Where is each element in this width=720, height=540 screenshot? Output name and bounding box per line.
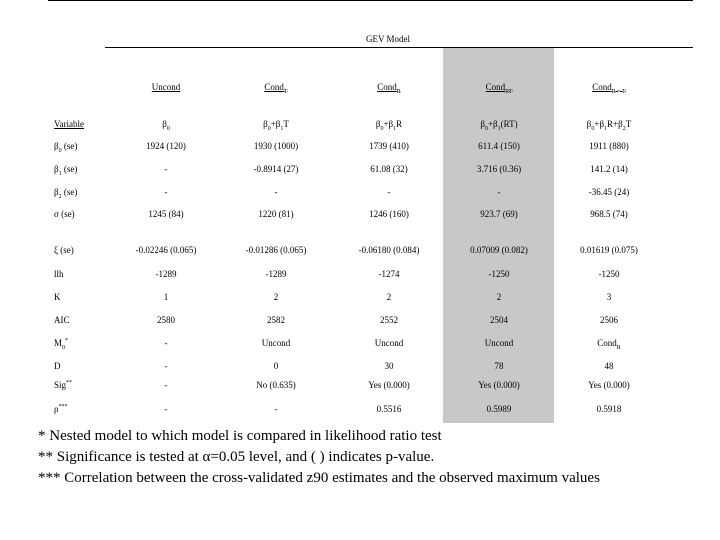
table-cell: - bbox=[164, 164, 168, 174]
table-cell: -36.45 (24) bbox=[588, 187, 630, 197]
row-label-text: ρ bbox=[54, 404, 59, 414]
table-cell: 0.5918 bbox=[596, 404, 622, 414]
table-cell: 2552 bbox=[380, 315, 398, 325]
model-formula bbox=[480, 119, 517, 130]
table-cell: 3.716 (0.36) bbox=[476, 164, 522, 174]
table-cell: Yes (0.000) bbox=[368, 380, 410, 390]
column-header-subscript: T bbox=[283, 88, 288, 95]
table-cell: 2504 bbox=[490, 315, 508, 325]
table-cell bbox=[597, 338, 621, 349]
table-cell: 0 bbox=[273, 361, 279, 371]
row-label-text: AIC bbox=[54, 315, 70, 325]
row-label bbox=[54, 338, 68, 349]
row-label bbox=[54, 269, 64, 280]
table-cell: 1739 (410) bbox=[369, 141, 409, 151]
row-label bbox=[54, 209, 75, 220]
row-label-suffix: (se) bbox=[61, 187, 78, 197]
formula-part: 2 bbox=[622, 125, 626, 132]
table-cell: - bbox=[164, 404, 168, 414]
table-cell: 0.5989 bbox=[486, 404, 512, 414]
table-cell: 968.5 (74) bbox=[590, 209, 628, 219]
table-cell: No (0.635) bbox=[256, 380, 296, 390]
table-cell: -0.8914 (27) bbox=[253, 164, 299, 174]
table-cell: 2 bbox=[386, 292, 392, 302]
column-header bbox=[486, 82, 513, 93]
table-cell: 30 bbox=[384, 361, 394, 371]
table-cell: -1289 bbox=[155, 269, 177, 279]
row-label bbox=[54, 245, 74, 256]
table-cell: -0.01286 (0.065) bbox=[245, 245, 307, 255]
footnote-line: *** Correlation between the cross-validated z90 estimates and the observed maximum values bbox=[38, 470, 600, 486]
model-formula bbox=[376, 119, 402, 130]
column-header bbox=[264, 82, 287, 93]
table-cell: 1220 (81) bbox=[258, 209, 294, 219]
formula-part: β bbox=[586, 119, 592, 129]
row-label bbox=[54, 380, 72, 391]
row-label bbox=[54, 187, 77, 198]
table-cell: - bbox=[497, 187, 501, 197]
footnote-line: * Nested model to which model is compared in likelihood ratio test bbox=[38, 428, 442, 444]
row-label-text: M bbox=[54, 338, 63, 348]
variable-header: Variable bbox=[54, 119, 84, 129]
formula-part: R+β bbox=[607, 119, 623, 129]
row-label-superscript: ** bbox=[66, 380, 73, 386]
table-cell: Yes (0.000) bbox=[588, 380, 630, 390]
formula-part: 0 bbox=[267, 125, 271, 132]
table-cell: 0.01619 (0.075) bbox=[580, 245, 638, 255]
table-cell: 2580 bbox=[157, 315, 175, 325]
model-group-title: GEV Model bbox=[365, 34, 411, 44]
table-cell: - bbox=[274, 187, 278, 197]
formula-part: β bbox=[162, 119, 167, 129]
formula-part: R bbox=[396, 119, 403, 129]
formula-part: T bbox=[625, 119, 632, 129]
row-label-subscript: 0 bbox=[62, 344, 66, 351]
table-cell: -1274 bbox=[378, 269, 400, 279]
formula-part: β bbox=[480, 119, 485, 129]
column-header-label: Uncond bbox=[151, 82, 181, 92]
row-label bbox=[54, 141, 77, 152]
table-cell: 1924 (120) bbox=[146, 141, 186, 151]
column-header-label: Cond bbox=[377, 82, 397, 92]
footnote-line: ** Significance is tested at α=0.05 level, and ( ) indicates p-value. bbox=[38, 449, 435, 465]
row-label-subscript: 2 bbox=[58, 193, 62, 200]
table-cell: Uncond bbox=[374, 338, 404, 348]
formula-part: 0 bbox=[166, 125, 170, 132]
table-cell: 1 bbox=[163, 292, 169, 302]
formula-part: 1 bbox=[393, 125, 397, 132]
row-label bbox=[54, 292, 61, 303]
table-cell: -1250 bbox=[488, 269, 510, 279]
formula-part: 0 bbox=[484, 125, 488, 132]
row-label-suffix: (se) bbox=[61, 141, 78, 151]
table-cell: 2 bbox=[273, 292, 279, 302]
table-cell: 611.4 (150) bbox=[478, 141, 520, 151]
row-label-text: β bbox=[54, 141, 59, 151]
table-cell: -0.06180 (0.084) bbox=[358, 245, 420, 255]
column-header-label: Cond bbox=[485, 82, 506, 92]
table-cell: Yes (0.000) bbox=[478, 380, 520, 390]
row-label-suffix: (se) bbox=[61, 164, 78, 174]
table-cell: 1245 (84) bbox=[148, 209, 184, 219]
formula-part: +β bbox=[270, 119, 281, 129]
formula-part: 0 bbox=[380, 125, 384, 132]
table-cell: 3 bbox=[606, 292, 612, 302]
table-cell: - bbox=[387, 187, 391, 197]
row-label-text: Sig bbox=[54, 380, 67, 390]
row-label-subscript: 1 bbox=[58, 170, 62, 177]
row-label bbox=[54, 315, 70, 326]
column-header-subscript: RT bbox=[505, 88, 513, 95]
formula-part: +β bbox=[594, 119, 605, 129]
formula-part: β bbox=[263, 119, 268, 129]
table-cell: Uncond bbox=[261, 338, 291, 348]
formula-part: 1 bbox=[280, 125, 284, 132]
formula-part: T bbox=[283, 119, 289, 129]
table-cell: -1250 bbox=[598, 269, 620, 279]
table-cell: 2506 bbox=[600, 315, 618, 325]
column-header-subscript: R bbox=[396, 88, 401, 95]
formula-part: (RT) bbox=[500, 119, 518, 129]
table-cell: 0.5516 bbox=[376, 404, 402, 414]
table-cell: - bbox=[164, 380, 168, 390]
model-header-rule bbox=[105, 47, 693, 48]
model-formula bbox=[263, 119, 289, 130]
table-cell: -0.02246 (0.065) bbox=[135, 245, 197, 255]
table-cell: - bbox=[274, 404, 278, 414]
formula-part: 0 bbox=[591, 125, 595, 132]
row-label-text: σ (se) bbox=[54, 209, 75, 219]
table-cell: 0.07009 (0.082) bbox=[470, 245, 528, 255]
table-cell: 61.08 (32) bbox=[370, 164, 408, 174]
formula-part: 1 bbox=[604, 125, 608, 132]
row-label-text: K bbox=[54, 292, 61, 302]
column-header bbox=[592, 82, 625, 93]
table-cell: 141.2 (14) bbox=[590, 164, 628, 174]
formula-part: +β bbox=[383, 119, 394, 129]
row-label bbox=[54, 361, 61, 372]
column-header-label: Cond bbox=[592, 82, 612, 92]
table-cell: 923.7 (69) bbox=[480, 209, 518, 219]
formula-part: β bbox=[375, 119, 381, 129]
table-cell: 78 bbox=[494, 361, 504, 371]
table-cell: - bbox=[164, 338, 168, 348]
row-label bbox=[54, 404, 68, 415]
cell-text: Cond bbox=[597, 338, 617, 348]
table-cell: - bbox=[164, 187, 168, 197]
table-cell: 2 bbox=[496, 292, 502, 302]
formula-part: +β bbox=[487, 119, 498, 129]
cell-subscript: R bbox=[616, 344, 621, 351]
table-cell: 1930 (1000) bbox=[253, 141, 299, 151]
column-header bbox=[377, 82, 401, 93]
row-label-text: D bbox=[54, 361, 61, 371]
column-header bbox=[152, 82, 181, 93]
row-label bbox=[54, 164, 77, 175]
row-label-superscript: *** bbox=[58, 404, 68, 410]
row-label-text: llh bbox=[54, 269, 64, 279]
table-cell: 1911 (880) bbox=[589, 141, 629, 151]
model-formula bbox=[162, 119, 170, 130]
row-label-subscript: 0 bbox=[58, 147, 62, 154]
table-cell: - bbox=[164, 361, 168, 371]
table-cell: 2582 bbox=[267, 315, 285, 325]
table-cell: Uncond bbox=[484, 338, 514, 348]
column-header-label: Cond bbox=[264, 82, 284, 92]
row-label-text: β bbox=[54, 187, 59, 197]
table-cell: 1246 (160) bbox=[369, 209, 409, 219]
row-label-text: β bbox=[54, 164, 59, 174]
table-cell: -1289 bbox=[265, 269, 287, 279]
model-formula bbox=[587, 119, 631, 130]
formula-part: 1 bbox=[497, 125, 501, 132]
row-label-text: ξ (se) bbox=[54, 245, 74, 255]
column-header-subscript: R + T bbox=[611, 88, 626, 95]
table-cell: 48 bbox=[604, 361, 614, 371]
top-rule bbox=[48, 0, 693, 1]
row-label-superscript: * bbox=[65, 338, 69, 344]
